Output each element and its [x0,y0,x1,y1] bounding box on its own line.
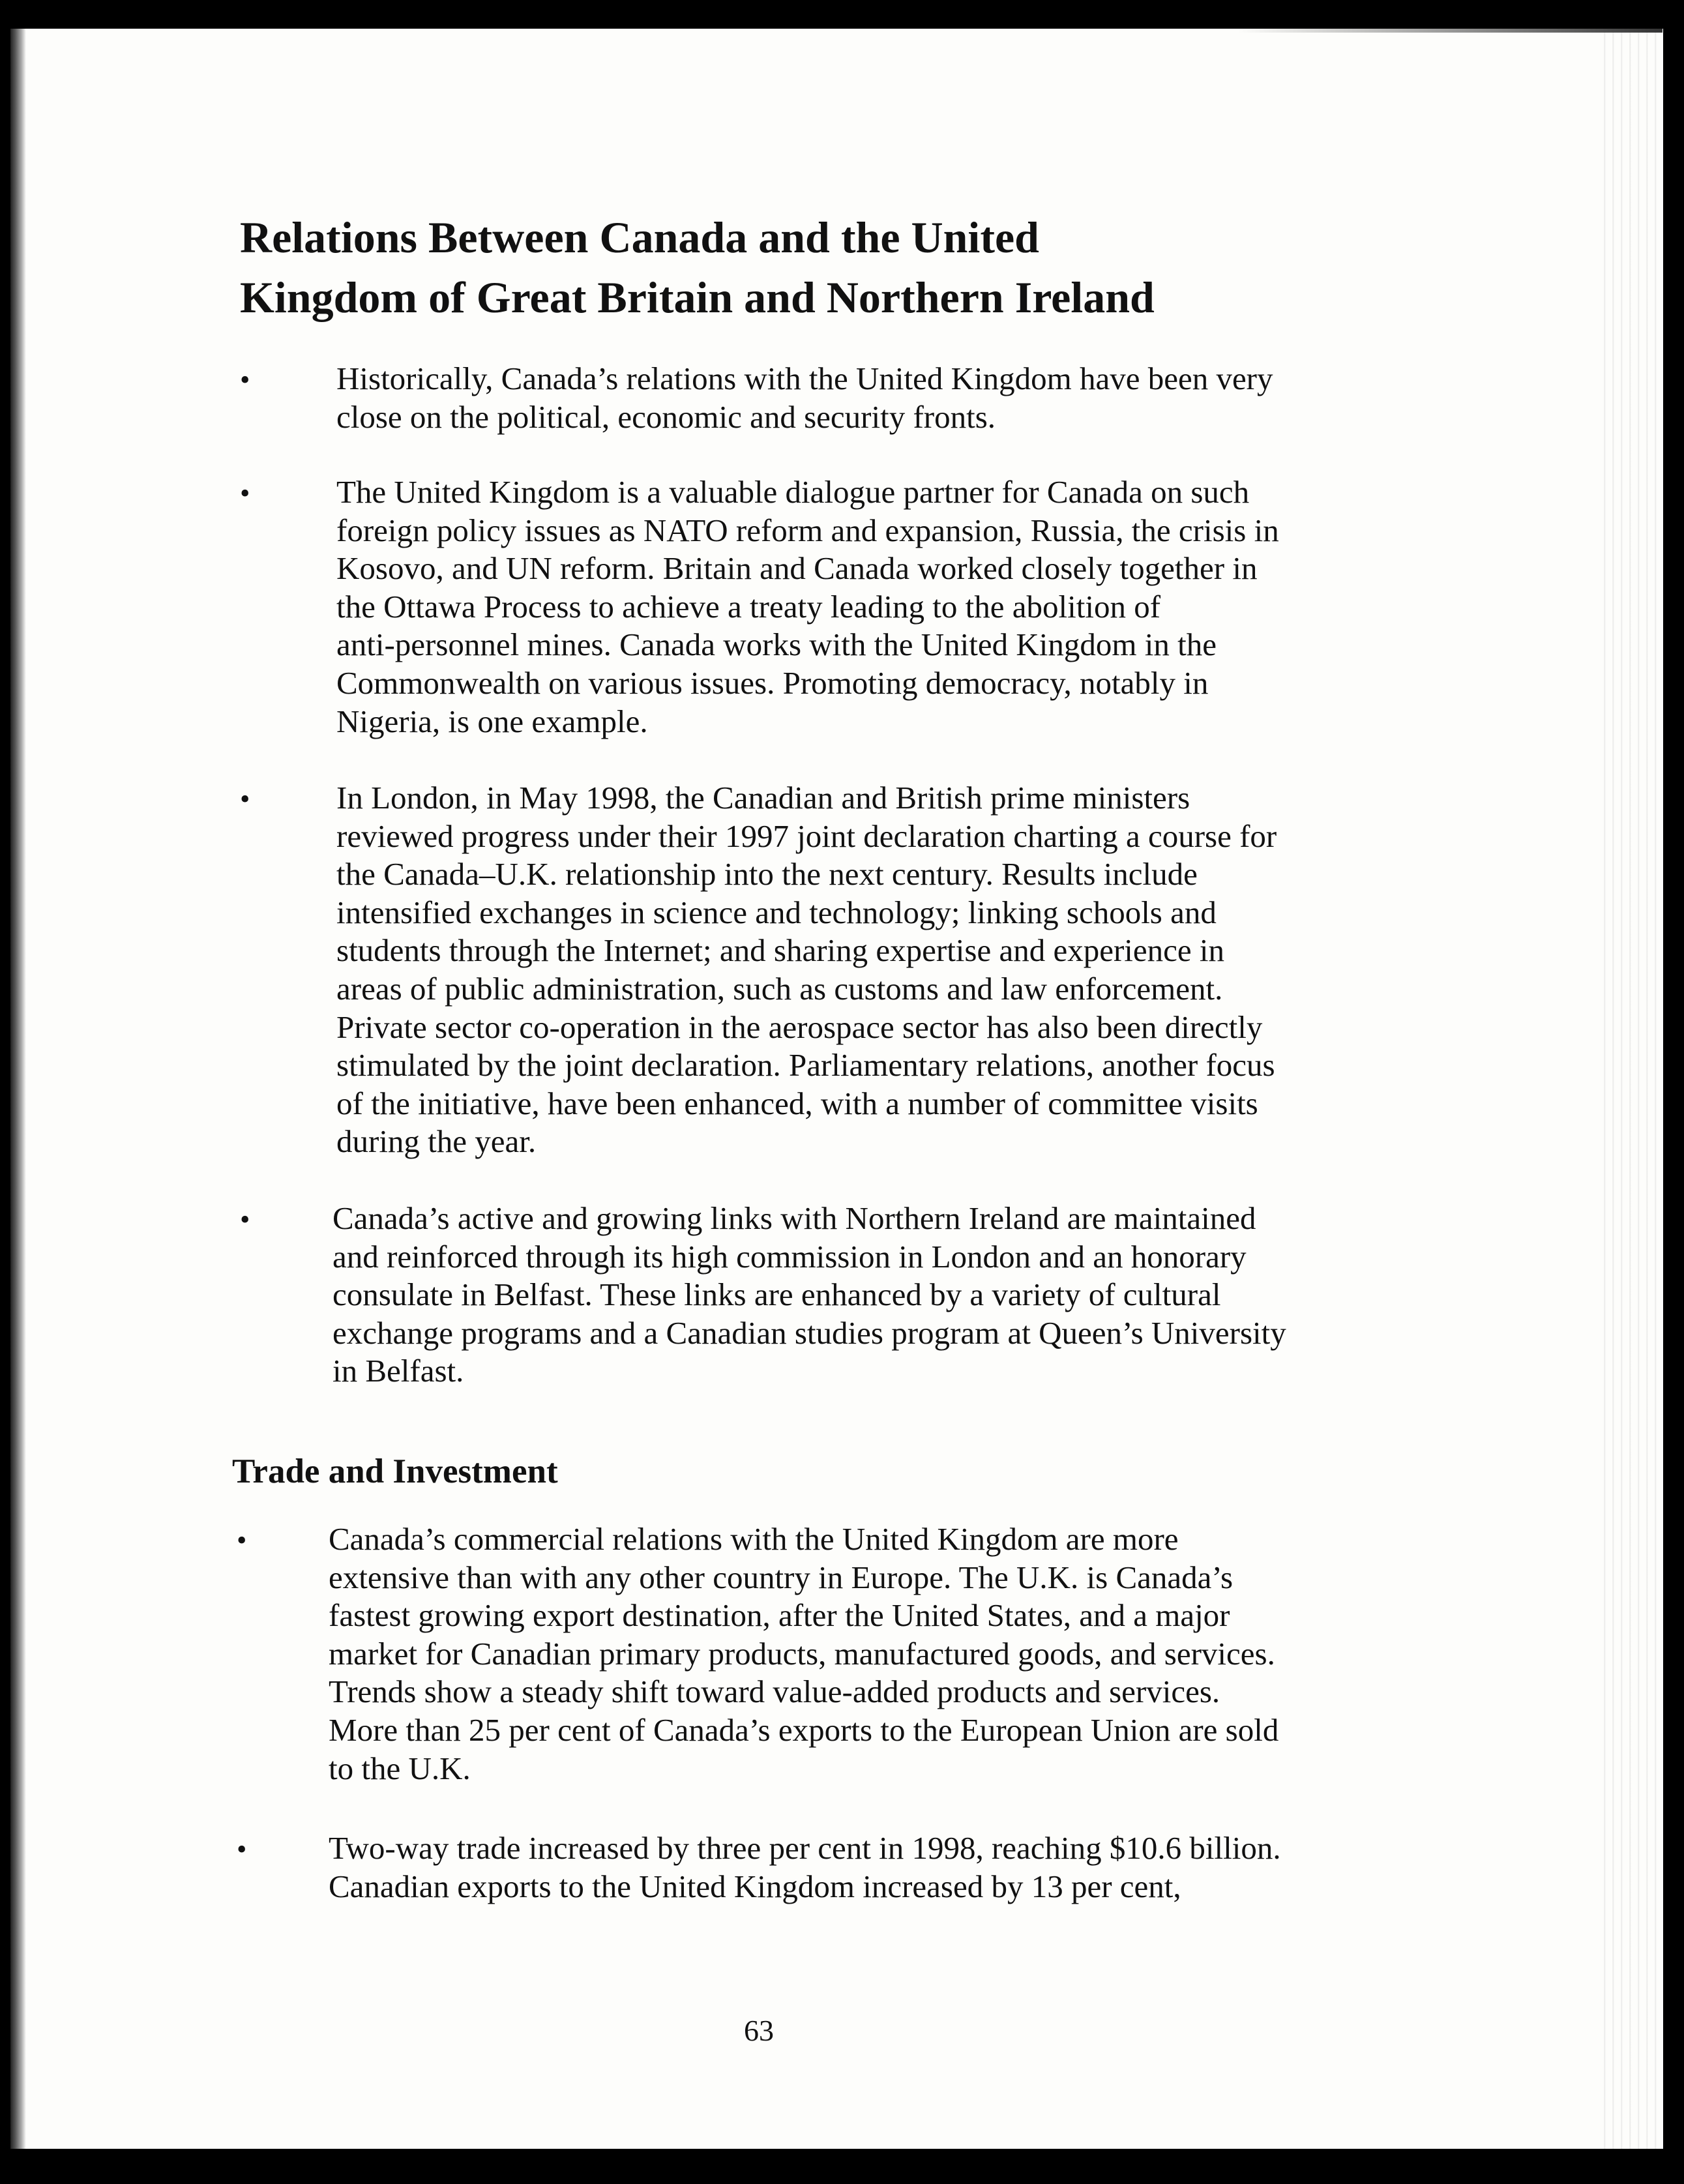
paragraph-line: close on the political, economic and security fronts. [336,398,996,435]
paragraph-line: and reinforced through its high commission in London and an honorary [332,1238,1247,1275]
paragraph-line: In London, in May 1998, the Canadian and British prime ministers [336,780,1190,816]
paragraph-line: to the U.K. [329,1750,471,1786]
title-line: Relations Between Canada and the United [240,213,1039,262]
bullet-paragraph [336,779,1277,1161]
paragraph-line: of the initiative, have been enhanced, with a number of committee visits [336,1085,1258,1121]
paragraph-line: in Belfast. [332,1353,464,1389]
page-title [240,207,1348,327]
paragraph-line: extensive than with any other country in Europe. The U.K. is Canada’s [329,1559,1233,1595]
paragraph-line: foreign policy issues as NATO reform and expansion, Russia, the crisis in [336,512,1279,548]
paragraph-line: the Canada–U.K. relationship into the next century. Results include [336,856,1198,893]
paragraph-line: anti-personnel mines. Canada works with the United Kingdom in the [336,627,1217,663]
paragraph-line: stimulated by the joint declaration. Parliamentary relations, another focus [336,1047,1275,1084]
section-heading: Trade and Investment [232,1453,558,1490]
bullet-marker: • [240,1203,250,1235]
paragraph-line: reviewed progress under their 1997 joint declaration charting a course for [336,818,1277,854]
paragraph-line: fastest growing export destination, after the United States, and a major [329,1597,1230,1634]
paragraph-line: exchange programs and a Canadian studies program at Queen’s University [332,1314,1286,1351]
bullet-paragraph [329,1829,1281,1906]
page-number: 63 [744,2014,774,2047]
bullet-marker: • [240,364,250,396]
paragraph-line: Private sector co-operation in the aerospace sector has also been directly [336,1009,1263,1045]
bullet-marker: • [237,1524,247,1556]
bullet-paragraph [336,360,1273,436]
bullet-paragraph [329,1520,1278,1788]
paragraph-line: areas of public administration, such as customs and law enforcement. [336,970,1223,1007]
paragraph-line: Canadian exports to the United Kingdom increased by 13 per cent, [329,1868,1181,1904]
paragraph-line: Canada’s commercial relations with the United Kingdom are more [329,1521,1179,1557]
paragraph-line: intensified exchanges in science and technology; linking schools and [336,894,1217,930]
paragraph-line: students through the Internet; and sharing expertise and experience in [336,932,1225,969]
paragraph-line: Commonwealth on various issues. Promoting democracy, notably in [336,664,1209,701]
paragraph-line: The United Kingdom is a valuable dialogue partner for Canada on such [336,474,1250,510]
paragraph-line: market for Canadian primary products, manufactured goods, and services. [329,1635,1275,1672]
paragraph-line: More than 25 per cent of Canada’s exports to the European Union are sold [329,1711,1279,1748]
paragraph-line: Historically, Canada’s relations with the United Kingdom have been very [336,361,1273,396]
bullet-marker: • [240,477,250,509]
bullet-paragraph [336,473,1279,741]
bullet-marker: • [240,783,250,815]
paragraph-line: during the year. [336,1123,537,1160]
paragraph-line: Trends show a steady shift toward value-added products and services. [329,1674,1220,1710]
title-line: Kingdom of Great Britain and Northern Ireland [240,273,1155,322]
paragraph-line: Kosovo, and UN reform. Britain and Canada worked closely together in [336,550,1258,587]
bullet-paragraph [332,1200,1286,1391]
paragraph-line: the Ottawa Process to achieve a treaty leading to the abolition of [336,588,1161,625]
paragraph-line: Canada’s active and growing links with Northern Ireland are maintained [332,1200,1256,1236]
paragraph-line: consulate in Belfast. These links are enhanced by a variety of cultural [332,1276,1221,1313]
bullet-marker: • [237,1833,247,1865]
paragraph-line: Nigeria, is one example. [336,703,648,739]
paragraph-line: Two-way trade increased by three per cent in 1998, reaching $10.6 billion. [329,1830,1281,1866]
